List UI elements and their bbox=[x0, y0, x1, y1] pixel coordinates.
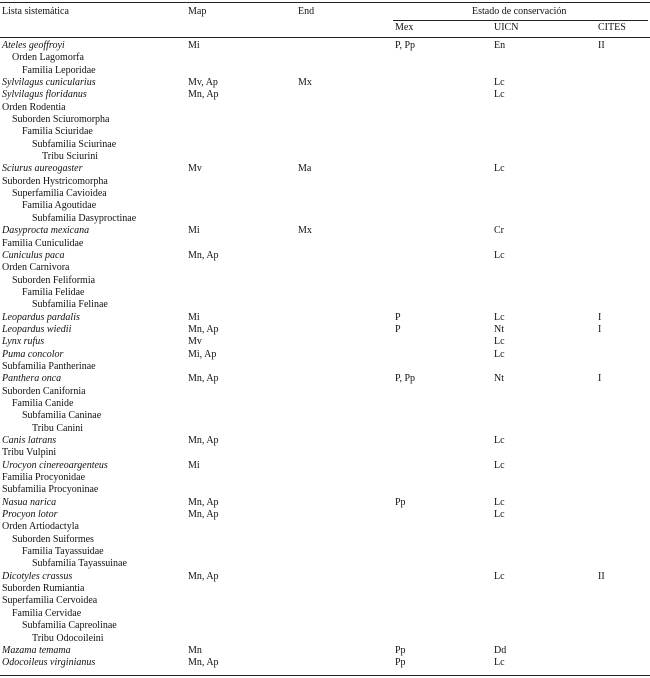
mex-cell: P bbox=[395, 323, 401, 335]
table-row bbox=[0, 102, 650, 114]
taxon-name: Familia Leporidae bbox=[22, 64, 96, 76]
taxon-name: Subfamilia Dasyproctinae bbox=[32, 212, 137, 224]
table-row bbox=[0, 225, 650, 237]
taxon-name: Familia Cervidae bbox=[12, 607, 82, 619]
taxon-name: Suborden Feliformia bbox=[12, 274, 96, 286]
taxon-name: Superfamilia Cervoidea bbox=[2, 595, 98, 607]
map-cell: Mi bbox=[188, 40, 200, 51]
map-cell: Mi bbox=[188, 459, 200, 471]
header-uicn: UICN bbox=[494, 22, 519, 33]
uicn-cell: Lc bbox=[494, 509, 505, 521]
uicn-cell: Nt bbox=[494, 373, 504, 385]
table-row bbox=[0, 163, 650, 175]
species-name: Lynx rufus bbox=[2, 336, 45, 348]
taxon-name: Suborden Suiformes bbox=[12, 533, 94, 545]
taxon-name: Suborden Canifornia bbox=[2, 385, 86, 397]
table-row bbox=[0, 77, 650, 89]
header-end: End bbox=[298, 6, 315, 17]
table-row bbox=[0, 484, 650, 496]
species-name: Sciurus aureogaster bbox=[2, 163, 83, 175]
map-cell: Mv bbox=[188, 336, 202, 348]
map-cell: Mn, Ap bbox=[188, 435, 219, 446]
taxon-name: Tribu Canini bbox=[32, 422, 84, 434]
table-row bbox=[0, 336, 650, 348]
table-row bbox=[0, 139, 650, 151]
species-name: Panthera onca bbox=[2, 373, 62, 385]
map-cell: Mn, Ap bbox=[188, 496, 219, 508]
map-cell: Mi bbox=[188, 225, 200, 237]
cites-cell: I bbox=[598, 311, 602, 323]
table-row bbox=[0, 472, 650, 484]
map-cell: Mn bbox=[188, 644, 202, 656]
table-row bbox=[0, 558, 650, 570]
taxon-name: Familia Procyonidae bbox=[2, 472, 86, 484]
table-row bbox=[0, 546, 650, 558]
table-row bbox=[0, 620, 650, 632]
table-row bbox=[0, 65, 650, 77]
table-row bbox=[0, 361, 650, 373]
taxon-name: Familia Canide bbox=[12, 397, 74, 409]
top-rule bbox=[0, 2, 650, 3]
table-row bbox=[0, 213, 650, 225]
table-row bbox=[0, 312, 650, 324]
taxon-name: Familia Agoutidae bbox=[22, 200, 97, 212]
species-name: Odocoileus virginianus bbox=[2, 657, 96, 669]
uicn-cell: Lc bbox=[494, 570, 505, 582]
mex-cell: Pp bbox=[395, 496, 406, 508]
map-cell: Mn, Ap bbox=[188, 657, 219, 669]
taxon-name: Suborden Rumiantia bbox=[2, 583, 85, 595]
cites-cell: I bbox=[598, 373, 602, 385]
map-cell: Mn, Ap bbox=[188, 509, 219, 521]
species-name: Mazama temama bbox=[2, 644, 71, 656]
table-row bbox=[0, 386, 650, 398]
uicn-cell: Lc bbox=[494, 311, 505, 323]
uicn-cell: Lc bbox=[494, 77, 505, 89]
map-cell: Mi bbox=[188, 311, 200, 323]
header-map: Map bbox=[188, 6, 207, 17]
uicn-cell: Lc bbox=[494, 657, 505, 669]
table-row bbox=[0, 410, 650, 422]
map-cell: Mi, Ap bbox=[188, 348, 217, 360]
table-row bbox=[0, 398, 650, 410]
table-row bbox=[0, 250, 650, 262]
taxon-name: Subfamilia Pantherinae bbox=[2, 360, 96, 372]
uicn-cell: Lc bbox=[494, 496, 505, 508]
table-row bbox=[0, 200, 650, 212]
uicn-cell: Lc bbox=[494, 348, 505, 360]
taxon-name: Familia Tayassuidae bbox=[22, 546, 104, 558]
table-row bbox=[0, 275, 650, 287]
map-cell: Mn, Ap bbox=[188, 249, 219, 261]
end-cell: Ma bbox=[298, 163, 312, 175]
header-cites: CITES bbox=[598, 22, 626, 33]
species-name: Sylvilagus floridanus bbox=[2, 89, 87, 101]
header-lista: Lista sistemática bbox=[2, 6, 69, 17]
table-row bbox=[0, 373, 650, 385]
uicn-cell: Cr bbox=[494, 225, 504, 237]
table-row bbox=[0, 126, 650, 138]
uicn-cell: Lc bbox=[494, 249, 505, 261]
table-row bbox=[0, 151, 650, 163]
mex-cell: P bbox=[395, 311, 401, 323]
map-cell: Mn, Ap bbox=[188, 323, 219, 335]
species-name: Puma concolor bbox=[2, 348, 64, 360]
table-row bbox=[0, 657, 650, 669]
taxon-name: Subfamilia Tayassuinae bbox=[32, 558, 127, 570]
end-cell: Mx bbox=[298, 225, 312, 237]
table-row bbox=[0, 299, 650, 311]
species-name: Dasyprocta mexicana bbox=[2, 225, 90, 237]
taxon-name: Suborden Hystricomorpha bbox=[2, 175, 108, 187]
table-body bbox=[0, 40, 650, 670]
taxon-name: Familia Sciuridae bbox=[22, 126, 93, 138]
table-row bbox=[0, 497, 650, 509]
taxon-name: Orden Rodentia bbox=[2, 101, 66, 113]
map-cell: Mv, Ap bbox=[188, 77, 218, 89]
mex-cell: Pp bbox=[395, 657, 406, 669]
uicn-cell: Lc bbox=[494, 435, 505, 446]
taxon-name: Tribu Sciurini bbox=[42, 151, 99, 163]
map-cell: Mn, Ap bbox=[188, 89, 219, 101]
uicn-cell: En bbox=[494, 40, 506, 51]
taxon-name: Familia Cuniculidae bbox=[2, 237, 84, 249]
table-row bbox=[0, 583, 650, 595]
taxon-name: Suborden Sciuromorpha bbox=[12, 114, 110, 126]
taxon-name: Subfamilia Procyoninae bbox=[2, 484, 99, 496]
table-row bbox=[0, 447, 650, 459]
taxon-name: Orden Lagomorfa bbox=[12, 52, 84, 64]
species-name: Ateles geoffroyi bbox=[2, 40, 65, 51]
species-name: Nasua narica bbox=[2, 496, 57, 508]
table-row bbox=[0, 633, 650, 645]
cites-cell: II bbox=[598, 40, 605, 51]
taxon-name: Orden Carnivora bbox=[2, 262, 70, 274]
mex-cell: P, Pp bbox=[395, 40, 416, 51]
estado-rule bbox=[393, 20, 648, 21]
table-row bbox=[0, 521, 650, 533]
taxon-name: Subfamilia Felinae bbox=[32, 299, 108, 311]
taxon-name: Subfamilia Sciurinae bbox=[32, 138, 117, 150]
header-estado: Estado de conservación bbox=[472, 6, 567, 17]
uicn-cell: Lc bbox=[494, 459, 505, 471]
taxon-name: Superfamilia Cavioidea bbox=[12, 188, 107, 200]
table-row bbox=[0, 262, 650, 274]
cites-cell: I bbox=[598, 323, 602, 335]
table-row bbox=[0, 324, 650, 336]
taxon-name: Tribu Odocoileini bbox=[32, 632, 104, 644]
map-cell: Mn, Ap bbox=[188, 570, 219, 582]
taxon-name: Subfamilia Caninae bbox=[22, 410, 102, 422]
table-row bbox=[0, 188, 650, 200]
table-row bbox=[0, 534, 650, 546]
table-row bbox=[0, 114, 650, 126]
table-row bbox=[0, 176, 650, 188]
header-rule bbox=[0, 37, 650, 38]
bottom-rule bbox=[0, 675, 650, 676]
map-cell: Mv bbox=[188, 163, 202, 175]
species-name: Leopardus pardalis bbox=[2, 311, 80, 323]
taxon-name: Tribu Vulpini bbox=[2, 447, 57, 459]
table-row bbox=[0, 608, 650, 620]
species-name: Urocyon cinereoargenteus bbox=[2, 459, 108, 471]
species-name: Leopardus wiedii bbox=[2, 323, 72, 335]
table-row bbox=[0, 89, 650, 101]
uicn-cell: Lc bbox=[494, 163, 505, 175]
table-row bbox=[0, 509, 650, 521]
table-row bbox=[0, 645, 650, 657]
species-name: Procyon lotor bbox=[2, 509, 58, 521]
taxon-name: Orden Artiodactyla bbox=[2, 521, 79, 533]
cites-cell: II bbox=[598, 570, 605, 582]
table-row bbox=[0, 52, 650, 64]
table-row bbox=[0, 435, 650, 447]
table-row bbox=[0, 40, 650, 52]
species-name: Cuniculus paca bbox=[2, 249, 65, 261]
taxon-name: Subfamilia Capreolinae bbox=[22, 620, 117, 632]
table-row bbox=[0, 287, 650, 299]
end-cell: Mx bbox=[298, 77, 312, 89]
header-mex: Mex bbox=[395, 22, 414, 33]
uicn-cell: Dd bbox=[494, 644, 507, 656]
table-row bbox=[0, 460, 650, 472]
mex-cell: Pp bbox=[395, 644, 406, 656]
uicn-cell: Nt bbox=[494, 323, 504, 335]
mex-cell: P, Pp bbox=[395, 373, 416, 385]
table-row bbox=[0, 238, 650, 250]
table-row bbox=[0, 423, 650, 435]
species-name: Canis latrans bbox=[2, 435, 57, 446]
table-row bbox=[0, 595, 650, 607]
uicn-cell: Lc bbox=[494, 89, 505, 101]
map-cell: Mn, Ap bbox=[188, 373, 219, 385]
species-name: Dicotyles crassus bbox=[2, 570, 73, 582]
taxon-name: Familia Felidae bbox=[22, 286, 85, 298]
table-row bbox=[0, 571, 650, 583]
table-row bbox=[0, 349, 650, 361]
species-name: Sylvilagus cunicularius bbox=[2, 77, 96, 89]
uicn-cell: Lc bbox=[494, 336, 505, 348]
